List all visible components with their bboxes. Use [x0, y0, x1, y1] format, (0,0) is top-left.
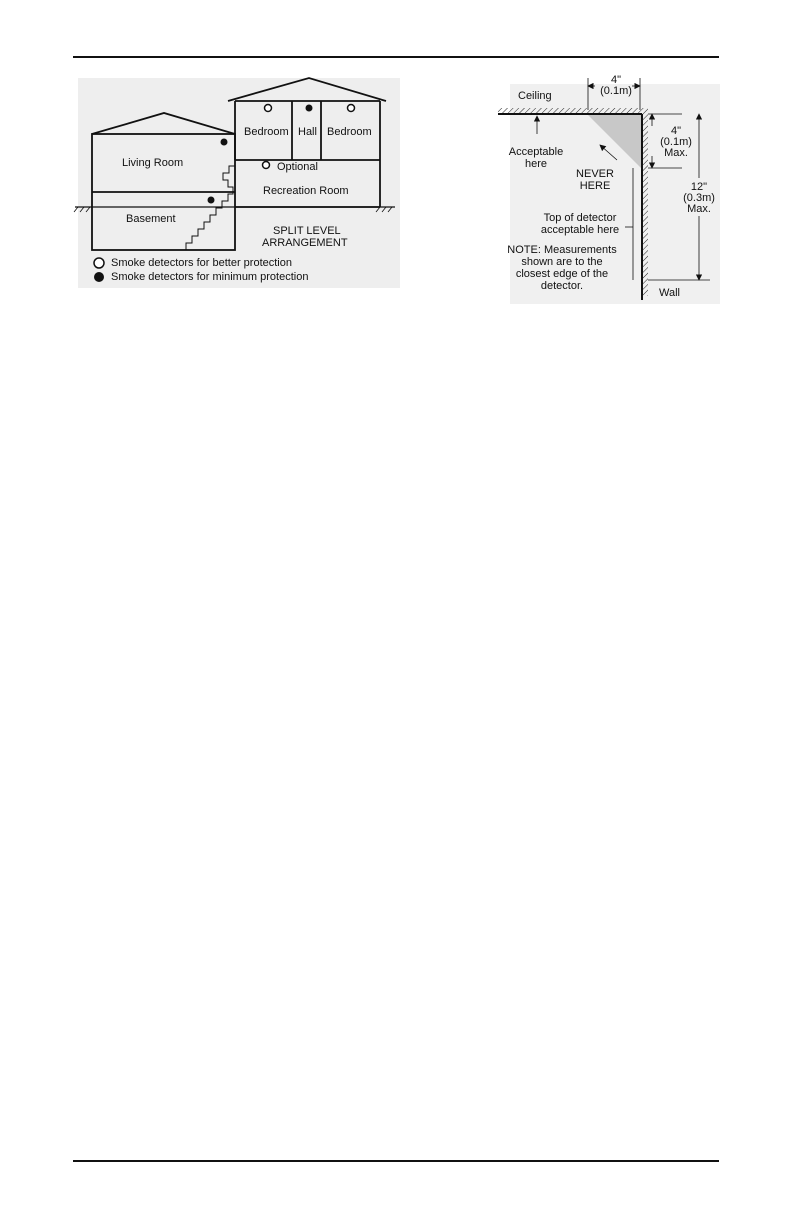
living-room-label: Living Room: [122, 157, 184, 169]
acceptable-label-line1: Acceptable: [508, 146, 564, 158]
top-of-detector-line1: Top of detector: [543, 212, 617, 224]
detector-better-bedroom-left: [265, 105, 272, 112]
detector-minimum-hall: [306, 105, 313, 112]
recreation-room-label: Recreation Room: [263, 185, 349, 197]
bedroom-right-label: Bedroom: [327, 126, 372, 138]
legend-better-label: Smoke detectors for better protection: [111, 257, 292, 269]
detector-minimum-basement: [208, 197, 215, 204]
never-here-line1: NEVER: [576, 168, 614, 180]
legend-better-marker: [94, 258, 104, 268]
dim-4in-horizontal-line2: (0.1m): [600, 85, 632, 97]
note-line4: detector.: [540, 280, 584, 292]
note-line1: NOTE: Measurements: [507, 244, 617, 256]
dim-4in-horizontal-line1: 4": [610, 74, 622, 86]
never-here-line2: HERE: [579, 180, 611, 192]
ceiling-label: Ceiling: [518, 90, 552, 102]
note-line2: shown are to the: [521, 256, 603, 268]
acceptable-label-line2: here: [524, 158, 548, 170]
dim-4in-vertical-line2: (0.1m): [660, 136, 692, 148]
arrangement-title-line1: SPLIT LEVEL: [273, 225, 341, 237]
bedroom-left-label: Bedroom: [244, 126, 289, 138]
arrangement-title-line2: ARRANGEMENT: [262, 237, 348, 249]
legend-minimum-marker: [94, 272, 104, 282]
top-of-detector-line2: acceptable here: [540, 224, 620, 236]
hall-label: Hall: [298, 126, 317, 138]
detector-minimum-living-room: [221, 139, 228, 146]
optional-label: Optional: [277, 161, 318, 173]
footer-rule: [73, 1160, 719, 1162]
legend-minimum-label: Smoke detectors for minimum protection: [111, 271, 309, 283]
dim-4in-vertical-line3: Max.: [664, 147, 688, 159]
dim-12in-line2: (0.3m): [683, 192, 715, 204]
dim-12in-line3: Max.: [687, 203, 711, 215]
detector-optional: [263, 162, 270, 169]
smoke-detector-diagrams: [70, 70, 730, 310]
dim-4in-vertical-line1: 4": [670, 125, 682, 137]
detector-better-bedroom-right: [348, 105, 355, 112]
basement-label: Basement: [126, 213, 176, 225]
header-rule: [73, 56, 719, 58]
note-line3: closest edge of the: [515, 268, 609, 280]
dim-12in-line1: 12": [690, 181, 708, 193]
wall-label: Wall: [659, 287, 680, 299]
